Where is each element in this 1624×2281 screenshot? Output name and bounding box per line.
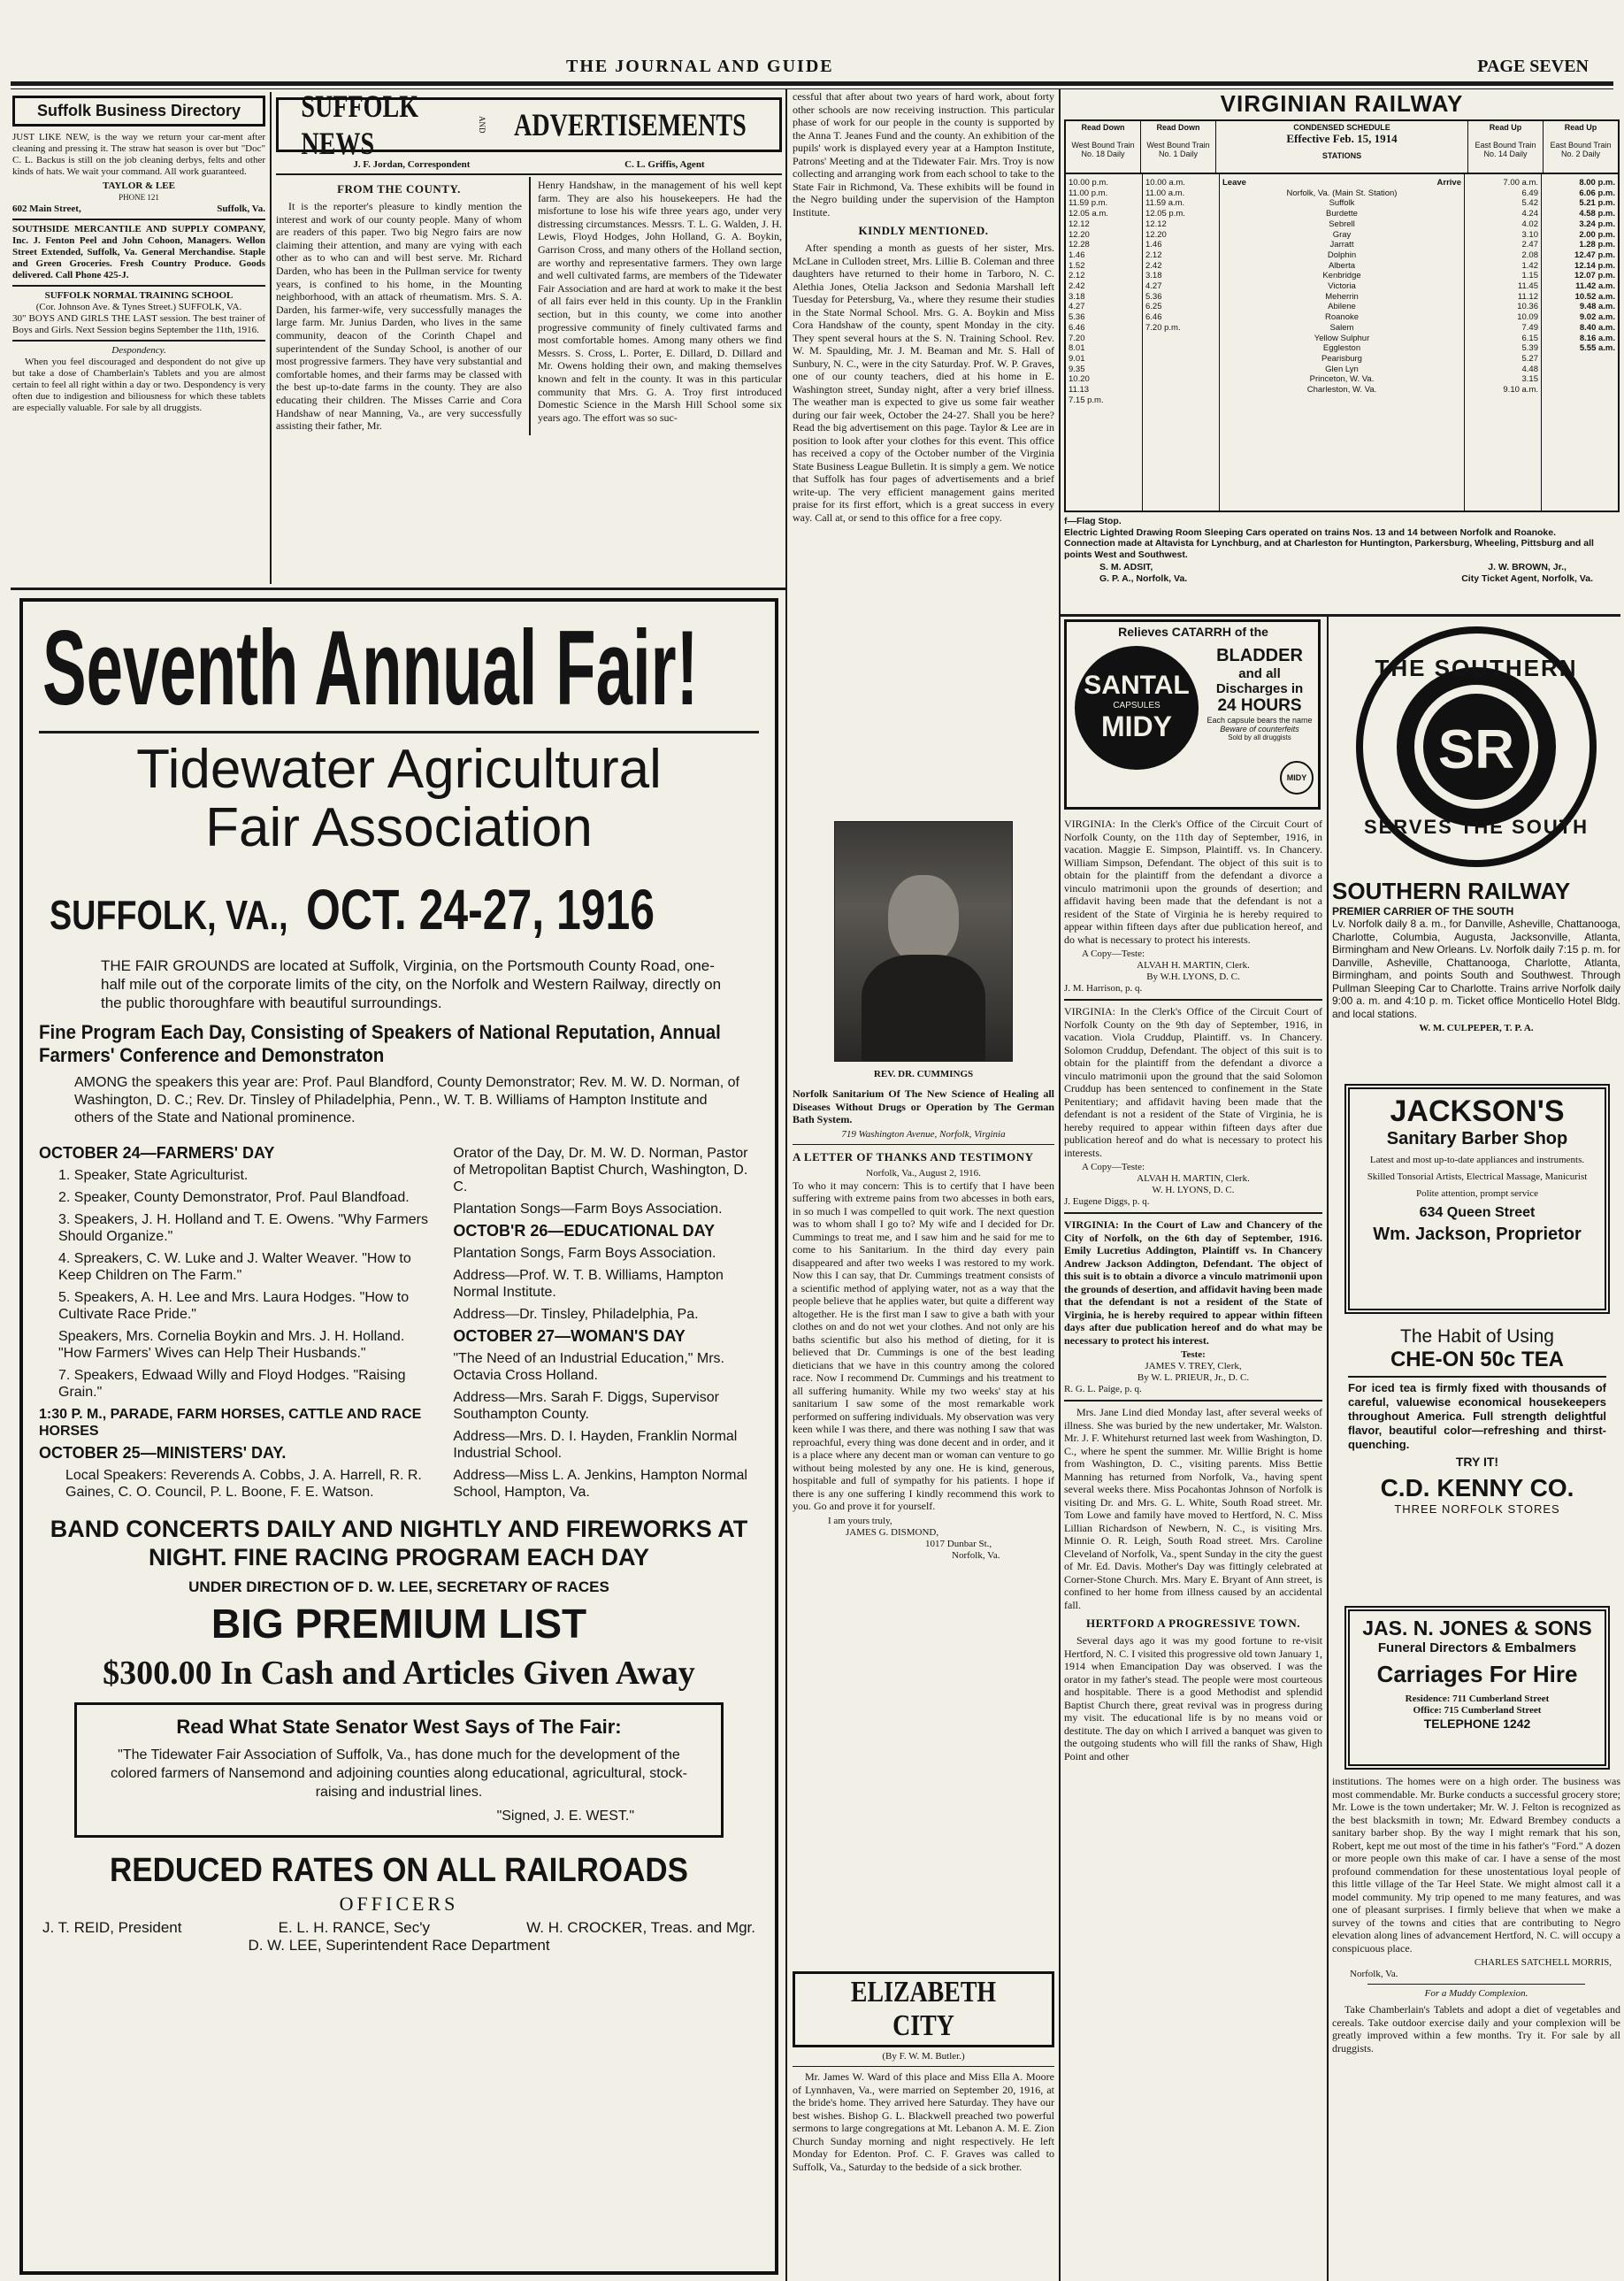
train-time: 7.49: [1521, 322, 1538, 333]
train-time: 10.09: [1517, 312, 1538, 323]
legal-2-copy: A Copy—Teste:: [1082, 1162, 1145, 1172]
suffolk-news: [276, 94, 782, 585]
jackson-line2: Skilled Tonsorial Artists, Electrical Massage, Manicurist: [1367, 1171, 1588, 1182]
address-hayden: Address—Mrs. D. I. Hayden, Franklin Normal Industrial School.: [453, 1429, 738, 1461]
news-banner-right: ADVERTISEMENTS: [514, 107, 747, 142]
train-time: 1.52: [1069, 260, 1085, 271]
fair-speaker-item: 5. Speakers, A. H. Lee and Mrs. Laura Hodges. "How to Cultivate Race Pride.": [58, 1290, 410, 1322]
train-time: 4.27: [1069, 302, 1085, 312]
train-time: 5.36: [1145, 291, 1162, 302]
train-time: 11.00 p.m.: [1069, 188, 1108, 198]
station-name: Glen Lyn: [1325, 364, 1359, 374]
legal-1-pq: J. M. Harrison, p. q.: [1064, 983, 1143, 994]
news-col2: Henry Handshaw, in the management of his well kept farm. They are also his housekeepers. He had the misfortune to lose his wife three years ago, under very distressing circumstances. Messrs. T. L. G. Walden, J. H. Lewis, Floyd Hodges, John Holland, G. A. Boykin, Garrison Cross, and many others of the Holland section, are worthy and representative farmers. They own large and well cultivated farms, are members of the Tidewater Fair Association and are hard at work to make it the best of all fairs ever held in this county. Up in the Franklin section, but in this county, we come into another progressive community of finely cultivated farms and most comfortable homes. Among many others we find Messrs. S. Cross, L. Porter, E. Dillard, D. Dillard and Mr. Owens holding their own, and making themselves known and felt in the county. It was in this particular community that Mrs. G. A. Troy first introduced Domestic Science in the Marsh Hill School some six years ago. The effort was so suc-: [537, 179, 782, 424]
train-time: 2.47: [1521, 240, 1538, 250]
legal-3-clerk: JAMES V. TREY, Clerk,: [1145, 1361, 1242, 1371]
fair-speakers: AMONG the speakers this year are: Prof. Paul Blandford, County Demonstrator; Rev. M. W. D. Norman, of Washington, D. C.; Rev. Dr. Tinsley of Philadelphia, Penn., W. T. B. Williams of Hampton Institute and others of the State and National prominence.: [74, 1075, 739, 1125]
need-education: "The Need of an Industrial Education," Mrs. Octavia Cross Holland.: [453, 1351, 724, 1383]
fair-headline: Seventh Annual Fair!: [42, 609, 699, 727]
legal-2-dc: W. H. LYONS, D. C.: [1152, 1185, 1235, 1195]
train-time: 12.05 p.m.: [1145, 209, 1185, 219]
race-direction: UNDER DIRECTION OF D. W. LEE, SECRETARY OF RACES: [188, 1578, 609, 1595]
jackson-title: JACKSON'S: [1390, 1094, 1565, 1128]
train-time: 11.59 p.m.: [1069, 198, 1108, 209]
station-name: Dolphin: [1327, 250, 1357, 260]
column-rule: [1327, 615, 1329, 2281]
despondency-title: Despondency.: [111, 345, 166, 356]
taylor-lee-name: TAYLOR & LEE: [103, 180, 175, 191]
legal-3-teste: Teste:: [1181, 1349, 1206, 1360]
plantation-songs-2: Plantation Songs, Farm Boys Association.: [453, 1246, 716, 1261]
station-name: Gray: [1332, 229, 1352, 240]
reduced-rates: REDUCED RATES ON ALL RAILROADS: [110, 1852, 688, 1889]
southern-title: SOUTHERN RAILWAY: [1332, 878, 1571, 904]
condensed-schedule: CONDENSED SCHEDULE: [1293, 123, 1390, 132]
times-col-2: [1143, 174, 1220, 511]
personals: Mrs. Jane Lind died Monday last, after several weeks of illness. She was buried by the new undertaker, Mr. Walston. Mr. J. F. Whitehurst returned last week from Washington, D. C., where he spent the summer. Mr. Willie Bright is home from Washington, D. C., visiting parents. Miss Bettie Manning has returned from Norfolk, Va., having spent several weeks there. Miss Pocahontas Johnson of Norfolk is visiting Dr. and Mrs. G. L. White, South Road street. Mr. Tom Lowe and family have moved to Hertford, N. C. Miss Lillian Richardson of Newbern, N. C., is visiting Mrs. Minnie O. R. Leigh, South Road street. Mrs. Caroline Cleveland of Norfolk, Va., spent Sunday in the city the guest of Mr. Ed. Davis. Mother's Day was fittingly celebrated at Corner-Stone Church. Mrs. Mary E. Bryant of Ann street, is confined to her home from illness caused by an accidental fall.: [1064, 1406, 1322, 1611]
arrive-label: Arrive: [1436, 178, 1461, 188]
train-time: 2.00 p.m.: [1579, 229, 1615, 240]
train-time: 11.45: [1517, 281, 1538, 292]
fair-speaker-item: 7. Speakers, Edwaad Willy and Floyd Hodges. "Raising Grain.": [58, 1368, 406, 1400]
fair-speaker-item: 1. Speaker, State Agriculturist.: [58, 1168, 249, 1183]
station-name: Eggleston: [1322, 343, 1361, 354]
masthead: [0, 0, 1624, 80]
oct25-heading: OCTOBER 25—MINISTERS' DAY.: [39, 1444, 287, 1462]
train-time: 9.35: [1069, 364, 1085, 374]
jackson-owner: Wm. Jackson, Proprietor: [1373, 1225, 1582, 1244]
senator-title: Read What State Senator West Says of The Fair:: [176, 1716, 622, 1738]
taylor-lee-address: [12, 204, 265, 215]
masthead-title: THE JOURNAL AND GUIDE: [566, 57, 834, 76]
section-rule: [11, 588, 785, 590]
railway-note-2: Connection made at Altavista for Lynchburg, and at Charleston for Huntington, Parkersburg, Wheeling, Pittsburg and all points West and Southwest.: [1064, 538, 1594, 560]
cummings-signer: JAMES G. DISMOND,: [846, 1526, 939, 1538]
address-williams: Address—Prof. W. T. B. Williams, Hampton Normal Institute.: [453, 1268, 724, 1300]
directory-title: Suffolk Business Directory: [36, 102, 241, 119]
train-time: 1.46: [1145, 240, 1162, 250]
station-name: Abilene: [1328, 302, 1356, 312]
times-col-4: [1542, 174, 1618, 511]
cummings-letter-title: A LETTER OF THANKS AND TESTIMONY: [793, 1149, 1034, 1164]
train-time: 8.16 a.m.: [1579, 333, 1615, 343]
train-time: 6.15: [1521, 333, 1538, 343]
train-time: 5.27: [1521, 353, 1538, 364]
train-time: 12.12: [1069, 219, 1090, 229]
fair-program: Fine Program Each Day, Consisting of Speakers of National Reputation, Annual Farmers' Conference and Demonstraton: [39, 1021, 721, 1066]
col-header-1: West Bound Train No. 18 Daily: [1071, 141, 1135, 158]
cummings-portrait: [834, 821, 1013, 1062]
santal-and-all: and all: [1238, 666, 1281, 681]
station-name: Suffolk: [1329, 198, 1355, 209]
train-time: 8.40 a.m.: [1579, 322, 1615, 333]
train-time: 4.27: [1145, 281, 1162, 292]
station-name: Pearisburg: [1321, 353, 1362, 364]
train-time: 12.28: [1069, 240, 1090, 250]
page-number: PAGE SEVEN: [1477, 57, 1589, 76]
santal-note: Each capsule bears the name: [1207, 716, 1313, 725]
band-concerts: BAND CONCERTS DAILY AND NIGHTLY AND FIREWORKS AT NIGHT. FINE RACING PROGRAM EACH DAY: [50, 1516, 748, 1571]
despondency-text: When you feel discouraged and despondent do not give up but take a dose of Chamberlain's Tablets and you are almost certain to feel all right within a day or two. Despondency is very often due to indigestion and biliousness for which these tablets are especially valuable. For sale by all druggists.: [12, 357, 265, 413]
adsit-title: G. P. A., Norfolk, Va.: [1099, 572, 1188, 584]
kenny-try: TRY IT!: [1455, 1455, 1499, 1469]
adsit-name: S. M. ADSIT,: [1099, 562, 1153, 572]
hertford-continued: [1332, 1775, 1620, 2277]
station-name: Princeton, W. Va.: [1309, 374, 1375, 385]
santal-relieves: Relieves CATARRH of the: [1118, 625, 1268, 639]
legal-1-dc: By W.H. LYONS, D. C.: [1146, 972, 1240, 982]
news-banner-left: SUFFOLK NEWS: [301, 94, 419, 161]
hertford-continued-body: institutions. The homes were on a high order. The business was most commendable. Mr. Burke conducts a successful grocery store; Mr. Lowe is the town undertaker; Mr. W. J. Felton is recognized as the best blacksmith in town; Mr. Edward Brembey conducts a sanitary barber shop. By the way I might remark that his son, Robert, kept me out most of the time in his father's "Ford." A dozen or more people own this make of car. I have a sense of the most profound commendation for these unostentatious loyal people of this little village of the Tar Heel State. We might almost call it a model community. My trip opened to me many features, and was one of pleasant surprises. I firmly believe that when we make a survey of the towns and cities that are contributing to Negro elevation along lines of advancement Hertford, N. C. will occupy a conspicuous place.: [1332, 1775, 1620, 1955]
cummings-sanitarium: Norfolk Sanitarium Of The New Science of Healing all Diseases Without Drugs or Operation by The German Bath System.: [793, 1087, 1054, 1125]
train-time: 2.42: [1145, 260, 1162, 271]
station-name: Yellow Sulphur: [1314, 333, 1370, 343]
address-diggs: Address—Mrs. Sarah F. Diggs, Supervisor Southampton County.: [453, 1390, 719, 1422]
station-name: Charleston, W. Va.: [1306, 385, 1377, 396]
train-time: 5.36: [1069, 312, 1085, 323]
section-rule: [1060, 614, 1620, 617]
train-time: 9.02 a.m.: [1579, 312, 1615, 323]
train-time: 3.10: [1521, 229, 1538, 240]
santal-beware: Beware of counterfeits: [1220, 725, 1299, 733]
kenny-title-1: The Habit of Using: [1400, 1326, 1554, 1347]
train-time: 3.24 p.m.: [1579, 219, 1615, 229]
station-name: Alberta: [1328, 260, 1356, 271]
legal-3-pq: R. G. L. Paige, p. q.: [1064, 1384, 1142, 1394]
santal-sold: Sold by all druggists: [1228, 733, 1291, 741]
train-time: 12.05 a.m.: [1069, 209, 1108, 219]
capsules-word: CAPSULES: [1113, 701, 1161, 710]
station-name: Sebrell: [1329, 219, 1355, 229]
train-time: 6.25: [1145, 302, 1162, 312]
taylor-lee-ad: JUST LIKE NEW, is the way we return your car-ment after cleaning and pressing it. The straw hat season is over but "Doc" C. L. Backus is still on the job cleaning derbys, felts and other kinds of hats. We wait your command. All work guaranteed.: [12, 132, 265, 177]
train-time: 10.00 p.m.: [1069, 178, 1108, 188]
train-time: 6.46: [1069, 322, 1085, 333]
col-header-3: East Bound Train No. 14 Daily: [1475, 141, 1536, 158]
business-directory: [12, 94, 265, 585]
fair-speaker-item: 2. Speaker, County Demonstrator, Prof. Paul Blandfoad.: [58, 1190, 410, 1205]
train-time: 7.20 p.m.: [1145, 322, 1181, 333]
southern-subtitle: PREMIER CARRIER OF THE SOUTH: [1332, 905, 1514, 918]
kenny-stores: THREE NORFOLK STORES: [1394, 1502, 1560, 1516]
taylor-lee-phone: PHONE 121: [119, 193, 159, 202]
train-time: 11.00 a.m.: [1145, 188, 1185, 198]
oct26-heading: OCTOB'R 26—EDUCATIONAL DAY: [453, 1222, 716, 1240]
train-time: 6.49: [1521, 188, 1538, 198]
train-time: 5.55 a.m.: [1579, 343, 1615, 354]
legal-1-clerk: ALVAH H. MARTIN, Clerk.: [1137, 960, 1250, 971]
school-text: 30" BOYS AND GIRLS THE LAST session. The best trainer of Boys and Girls. Next Session begins September the 11th, 1916.: [12, 313, 265, 335]
read-down-1: Read Down: [1081, 123, 1125, 132]
senator-quote: "The Tidewater Fair Association of Suffolk, Va., has done much for the development of the colored farmers of Nansemond and adjoining counties along educational, agricultural, stock-raising and industrial lines.: [111, 1747, 687, 1800]
train-time: 3.18: [1069, 291, 1085, 302]
train-time: 12.07 p.m.: [1574, 271, 1615, 281]
jones-carriages: Carriages For Hire: [1376, 1661, 1578, 1687]
orator: Orator of the Day, Dr. M. W. D. Norman, Pastor of Metropolitan Baptist Church, Washington, D. C.: [453, 1146, 748, 1194]
southern-agent: W. M. CULPEPER, T. P. A.: [1419, 1023, 1534, 1033]
jackson-line3: Polite attention, prompt service: [1415, 1188, 1539, 1199]
southern-logo-bottom: SERVES THE SOUTH: [1363, 816, 1590, 838]
hertford-sign: CHARLES SATCHELL MORRIS,: [1474, 1957, 1612, 1968]
station-name: Roanoke: [1324, 312, 1360, 323]
elizabeth-title: ELIZABETH CITY: [850, 1976, 997, 2042]
train-time: 2.12: [1145, 250, 1162, 260]
news-col3a: cessful that after about two years of hard work, about forty other schools are now receiving instruction. This particular phase of work for our people in the county is supported by the Anna T. Jeanes Fund and the county. An exhibition of the pupils' work is displayed every year at a Hampton Institute, Patrons' Meeting and at the Tidewater Fair. Mrs. Troy is now collecting and arranging work from each school to take to the State Fair in Richmond, Va. These exhibits will be found in the Negro building under the supervision of the Hampton Institute.: [793, 90, 1054, 219]
train-time: 3.18: [1145, 271, 1162, 281]
stations-list: [1222, 188, 1461, 396]
cummings-letter-body: To who it may concern: This is to certify that I have been suffering with extreme pains from two abcesses in both ears, in so much I was compelled to quit work. The next question was to whom shall I go to? My wife and I decided for Dr. Cummings to treat me, and I saw him and he said for me to come to his Sanitarium. In the third day every pain disappeared and after two weeks I was restored to my work. Now this I can say, that Dr. Cummings treatment consists of a scientific method of applying water, not as a way that the people believe that he applies water, but quite a different way altogether. He is the first man I saw to give a bath with your clothes on and do not wet your clothes. And not only are his baths scientific but also his method of dieting, for it is believed that Dr. Cummings is one of the best leading dieticians that we have in this country among the colored race. Now I recommend Dr. Cummings and his treatment to all suffering humanity. While my two weeks' stay at his sanitarium I saw some of the most remarkable work performed on suffering individuals. My observation was very keen while I was there, and there was nothing I saw that was reproachful, every thing was done decent and in order, and it is a place where any decent man or woman can venture to go without being molested by any one. He is kind, generous, hospitable and full of sympathy for his patients. I hope if there is any one suffering I kindly recommend this work to you. Go and prove it for yourself.: [793, 1179, 1054, 1512]
elizabeth-body: Mr. James W. Ward of this place and Miss Ella A. Moore of Lynnhaven, Va., were married on September 20, 1916, at the bride's home. They arrived here Saturday. They have our best wishes. Bishop G. L. Blackwell preached two powerful sermons to large congregations at Mt. Lebanon A. M. E. Zion Church Sunday morning and night respectively. He left Monday for Edenton. Prof. C. F. Graves was called to Suffolk, Va., Saturday to the bedside of a sick brother.: [793, 2070, 1054, 2173]
officer-crocker: W. H. CROCKER, Treas. and Mgr.: [526, 1919, 755, 1936]
southern-logo-top: THE SOUTHERN: [1375, 655, 1578, 681]
santal-midy-ad: [1064, 619, 1322, 814]
santal-discharges: Discharges in: [1215, 681, 1304, 696]
officer-rance: E. L. H. RANCE, Sec'y: [278, 1919, 431, 1936]
fair-advertisement: [19, 598, 778, 2275]
train-time: 10.00 a.m.: [1145, 178, 1185, 188]
railway-note-1: Electric Lighted Drawing Room Sleeping Cars operated on trains Nos. 13 and 14 between Norfolk and Roanoke.: [1064, 526, 1557, 538]
fair-dates: OCT. 24-27, 1916: [306, 878, 655, 941]
train-time: 12.14 p.m.: [1574, 260, 1615, 271]
train-time: 12.20: [1145, 229, 1167, 240]
news-banner-and: AND: [478, 116, 487, 134]
hertford-article: Several days ago it was my good fortune to re-visit Hertford, N. C. I visited this progressive old town January 1, 1914 when Emancipation Day was observed. I was the orator in my father's stead. The people were most courteous and hospitable. There is a good Methodist and splendid Baptist Church there, great revival was in progress during my visit. The educational life is by no means void or destitute. The day on which I arrived a banquet was given to the outgoing students who will fill the ranks of Shaw, High Point and other: [1064, 1634, 1322, 1763]
cummings-city: Norfolk, Va.: [952, 1549, 1000, 1561]
effective-date: Effective Feb. 15, 1914: [1286, 132, 1398, 145]
news-correspondent: J. F. Jordan, Correspondent: [353, 159, 471, 170]
fair-assoc-2: Fair Association: [205, 797, 593, 858]
train-time: 8.01: [1069, 343, 1085, 354]
virginian-railway: [1064, 88, 1620, 611]
train-time: 2.08: [1521, 250, 1538, 260]
news-col3b: After spending a month as guests of her sister, Mrs. McLane in Culloden street, Mrs. Lillie B. Coleman and three daughters have returned to their home in Tarboro, N. C. Alethia Jones, Otelia Jackson and Sedonia Marshall left Tuesday for Petersburg, Va., where they resume their studies in the State Normal School. Mrs. G. A. Boykin and Miss Cora Handshaw of the county, spent Monday in the city. They spent several hours at the S. N. Training School. Rev. W. M. Spaulding, Mr. J. M. Beaman and Mr. S. Hall of Sunbury, N. C., were in the city Saturday. Prof. W. P. Graves, one of our county teachers, died at his home in E. Washington street, Sunday night, after a very brief illness. The weather man is expected to give us some fair weather during our fair week, October the 24-27. Shall you be here? Read the big advertisement on this page. Taylor & Lee are in position to look after your clothes for this event. This office has received a copy of the October number of the Virginia State Business League Bulletin. It is simply a gem. We notice that Suffolk has four pages of advertisements and a brief write-up. The very efficient management gains merited praise for its first effort, which is a great success in every way. Call at, or send to this office for a free copy.: [793, 242, 1054, 524]
muddy-body: Take Chamberlain's Tablets and adopt a diet of vegetables and cereals. Take outdoor exercise daily and your complexion will be greatly improved within a few months. Try it. For sale by all druggists.: [1332, 2003, 1620, 2054]
cummings-address: 719 Washington Avenue, Norfolk, Virginia: [841, 1128, 1006, 1140]
station-name: Burdette: [1326, 209, 1358, 219]
parade: 1:30 P. M., PARADE, FARM HORSES, CATTLE AND RACE HORSES: [39, 1407, 422, 1439]
read-up-1: Read Up: [1489, 123, 1522, 132]
train-time: 5.39: [1521, 343, 1538, 354]
station-name: Meherrin: [1325, 291, 1359, 302]
kenny-tea-ad: [1344, 1323, 1610, 1597]
cummings-yours: I am yours truly,: [828, 1515, 892, 1526]
brown-name: J. W. BROWN, Jr.,: [1488, 562, 1567, 572]
legal-notices: [1064, 818, 1322, 2003]
jones-sub: Funeral Directors & Embalmers: [1377, 1640, 1577, 1655]
address-jenkins: Address—Miss L. A. Jenkins, Hampton Normal School, Hampton, Va.: [453, 1468, 747, 1500]
premium-list: BIG PREMIUM LIST: [211, 1601, 587, 1647]
jackson-address: 634 Queen Street: [1419, 1205, 1536, 1220]
train-time: 2.12: [1069, 271, 1085, 281]
elizabeth-byline: (By F. W. M. Butler.): [882, 2051, 965, 2062]
santal-bladder: BLADDER: [1216, 646, 1303, 665]
jones-funeral-ad: [1344, 1606, 1610, 1770]
legal-2-pq: J. Eugene Diggs, p. q.: [1064, 1196, 1150, 1207]
plantation-songs-1: Plantation Songs—Farm Boys Association.: [453, 1202, 723, 1217]
column-rule: [785, 88, 787, 2281]
masthead-rule: [11, 81, 1613, 86]
news-col1: It is the reporter's pleasure to kindly mention the interest and work of our county people. Many of whom are readers of this paper. Two big Negro fairs are now claiming their attention, and many are vying with each other as to who can and will best serve. Mr. Richard Darden, who has been in the Pullman service for twenty years, is confined to his home, in the Mounting neighborhood, with an attack of rheumatism. Mrs. S. A. Darden, his farmer-wife, very successfully manages the large farm. Mr. Junius Darden, who lives in the same community, deacon of the Corinth Chapel and superintendent of the Sunday School, is another of our most progressive farmers. They have very substantial and comfortable homes, and their farms may be classed with the best up-to-date farms in the county. They are also educating their children. The Misses Carrie and Cora Handshaw of near Manning, Va., are very successfully assisting their father, Mr.: [276, 200, 522, 433]
cummings-letter-date: Norfolk, Va., August 2, 1916.: [866, 1167, 981, 1179]
muddy-title: For a Muddy Complexion.: [1424, 1988, 1528, 1999]
fair-speaker-item: Speakers, Mrs. Cornelia Boykin and Mrs. J. H. Holland. "How Farmers' Wives can Help Their Husbands.": [58, 1329, 405, 1361]
train-time: 10.20: [1069, 374, 1090, 385]
hertford-sign-city: Norfolk, Va.: [1350, 1969, 1398, 1979]
train-time: 4.02: [1521, 219, 1538, 229]
fair-assoc-1: Tidewater Agricultural: [136, 739, 662, 800]
train-time: 4.24: [1521, 209, 1538, 219]
train-time: 1.28 p.m.: [1579, 240, 1615, 250]
flag-stop-note: f—Flag Stop.: [1064, 516, 1122, 526]
cummings-caption: REV. DR. CUMMINGS: [873, 1069, 974, 1079]
fair-speaker-item: 3. Speakers, J. H. Holland and T. E. Owens. "Why Farmers Should Organize.": [58, 1212, 428, 1244]
southern-body: Lv. Norfolk daily 8 a. m., for Danville, Asheville, Chattanooga, Charlotte, Columbia, Augusta, Jacksonville, Atlanta, Birmingham and New Orleans. Lv. Norfolk daily 7:15 p. m. for Danville, Asheville, Chattanooga, Charlotte, Atlanta, Birmingham, and points South and Southwest. Through Pullman Sleeping Car to Charlotte. Trains arrive Norfolk daily 9:00 a. m. and 4:10 p. m. Ticket office Monticello Hotel Bldg. and local stations.: [1332, 918, 1620, 1020]
station-name: Victoria: [1328, 281, 1356, 292]
virginian-title: VIRGINIAN RAILWAY: [1220, 90, 1464, 117]
jackson-subtitle: Sanitary Barber Shop: [1386, 1129, 1568, 1148]
railway-timetable: [1064, 174, 1620, 512]
midy-small-seal: MIDY: [1280, 761, 1314, 795]
cummings-street: 1017 Dunbar St.,: [925, 1538, 992, 1549]
col-header-4: East Bound Train No. 2 Daily: [1550, 141, 1612, 158]
train-time: 5.42: [1521, 198, 1538, 209]
train-time: 12.20: [1069, 229, 1090, 240]
column-rule: [1059, 88, 1061, 2281]
santal-capsule-logo: [1075, 646, 1199, 770]
oct24-heading: OCTOBER 24—FARMERS' DAY: [39, 1144, 275, 1162]
train-time: 8.00 p.m.: [1579, 178, 1615, 188]
cummings-ad: [793, 821, 1054, 1936]
column-rule: [270, 92, 272, 584]
southern-logo-letters: SR: [1437, 719, 1515, 780]
stations-label: STATIONS: [1321, 151, 1362, 160]
taylor-city: Suffolk, Va.: [217, 204, 265, 214]
train-time: 6.06 p.m.: [1579, 188, 1615, 198]
jacksons-barber-ad: [1344, 1084, 1610, 1314]
fair-place: SUFFOLK, VA.,: [50, 892, 288, 938]
train-time: 1.15: [1521, 271, 1538, 281]
senator-signed: "Signed, J. E. WEST.": [496, 1809, 634, 1824]
jones-office: Office: 715 Cumberland Street: [1413, 1705, 1542, 1716]
train-time: 12.12: [1145, 219, 1167, 229]
leave-label: Leave: [1222, 178, 1246, 188]
station-name: Jarratt: [1329, 240, 1354, 250]
school-title: SUFFOLK NORMAL TRAINING SCHOOL: [44, 290, 234, 301]
cash-prizes: $300.00 In Cash and Articles Given Away: [103, 1655, 695, 1692]
train-time: 10.52 a.m.: [1574, 291, 1615, 302]
oct24-list: [39, 1167, 432, 1401]
train-time: 9.48 a.m.: [1579, 302, 1615, 312]
brown-title: City Ticket Agent, Norfolk, Va.: [1461, 572, 1593, 584]
jackson-line1: Latest and most up-to-date appliances and instruments.: [1369, 1155, 1585, 1165]
train-time: 11.12: [1517, 291, 1538, 302]
train-time: 3.15: [1521, 374, 1538, 385]
col-header-2: West Bound Train No. 1 Daily: [1146, 141, 1210, 158]
kenny-name: C.D. KENNY CO.: [1380, 1474, 1574, 1501]
train-time: 9.01: [1069, 353, 1085, 364]
oct25-text: Local Speakers: Reverends A. Cobbs, J. A. Harrell, R. R. Gaines, C. O. Council, P. L. Boone, F. E. Watson.: [65, 1468, 422, 1500]
officers-heading: OFFICERS: [339, 1893, 459, 1915]
station-name: Salem: [1329, 322, 1354, 333]
train-time: 4.48: [1521, 364, 1538, 374]
station-name: Norfolk, Va. (Main St. Station): [1286, 188, 1398, 198]
fair-speaker-item: 4. Spreakers, C. W. Luke and J. Walter Weaver. "How to Keep Children on The Farm.": [58, 1251, 411, 1283]
train-time: 2.42: [1069, 281, 1085, 292]
officer-lee: D. W. LEE, Superintendent Race Department: [248, 1937, 550, 1954]
legal-3-dc: By W. L. PRIEUR, Jr., D. C.: [1137, 1372, 1250, 1383]
times-col-1: [1066, 174, 1143, 511]
train-time: 6.46: [1145, 312, 1162, 323]
read-down-2: Read Down: [1156, 123, 1200, 132]
midy-word: MIDY: [1101, 710, 1172, 742]
train-time: 11.13: [1069, 385, 1090, 396]
southern-railway: [1332, 619, 1620, 1097]
school-address: (Cor. Johnson Ave. & Tynes Street.) SUFFOLK, VA.: [35, 302, 242, 312]
train-time: 7.00 a.m.: [1503, 178, 1538, 188]
jones-title: JAS. N. JONES & SONS: [1362, 1617, 1592, 1640]
train-time: 10.36: [1517, 302, 1538, 312]
train-time: 9.10 a.m.: [1503, 385, 1538, 396]
train-time: 11.59 a.m.: [1145, 198, 1185, 209]
train-time: 7.15 p.m.: [1069, 395, 1104, 405]
legal-notice-3: VIRGINIA: In the Court of Law and Chancery of the City of Norfolk, on the 6th day of September, 1916. Emily Lucretius Addington, Plaintiff vs. In Chancery Andrew Jackson Addington, Defendant. The object of this suit is to obtain a divorce a vinculo matrimonii upon the grounds of desertion, and affidavit having been made that the defendant is not a resident of the State of Virginia, he is hereby required to appear within fifteen days after due publication hereof and do what may be necessary to protect his interest.: [1064, 1218, 1322, 1347]
times-col-3: [1465, 174, 1542, 511]
kindly-mentioned-heading: KINDLY MENTIONED.: [858, 224, 989, 237]
from-county-heading: FROM THE COUNTY.: [337, 182, 461, 196]
senator-box: [74, 1702, 724, 1838]
train-time: 7.20: [1069, 333, 1085, 343]
kenny-body: For iced tea is firmly fixed with thousands of careful, valuewise economical housekeepers throughout America. Full strength delightful flavor, beautiful color—refreshing and thirst-quenching.: [1348, 1381, 1606, 1451]
jones-residence: Residence: 711 Cumberland Street: [1405, 1693, 1550, 1704]
kenny-title-2: CHE-ON 50c TEA: [1390, 1348, 1565, 1371]
oct27-heading: OCTOBER 27—WOMAN'S DAY: [453, 1327, 686, 1345]
southside-ad: SOUTHSIDE MERCANTILE AND SUPPLY COMPANY, Inc. J. Fenton Peel and John Cohoon, Managers. Wellon Street Extended, Suffolk, Va. General Merchandise. Staple and Green Groceries. Fresh Country Produce. Goods delivered. Call Phone 425-J.: [12, 224, 265, 280]
train-time: 5.21 p.m.: [1579, 198, 1615, 209]
elizabeth-city: [793, 1971, 1054, 2277]
station-name: Kenbridge: [1322, 271, 1361, 281]
taylor-street: 602 Main Street,: [12, 204, 81, 214]
news-continued: [793, 90, 1054, 816]
train-time: 1.42: [1521, 260, 1538, 271]
news-agent: C. L. Griffis, Agent: [624, 159, 705, 170]
read-up-2: Read Up: [1564, 123, 1597, 132]
hertford-heading: HERTFORD A PROGRESSIVE TOWN.: [1085, 1617, 1301, 1630]
legal-2-clerk: ALVAH H. MARTIN, Clerk.: [1137, 1173, 1250, 1184]
legal-notice-1: VIRGINIA: In the Clerk's Office of the Circuit Court of Norfolk County, on the 11th day of September, 1916, in vacation. Maggie E. Simpson, Plaintiff. vs. In Chancery. William Simpson, Defendant. The object of this suit is to obtain for the plaintiff from the defendant a divorce a vinculo matrimonii upon the grounds of desertion; and affidavit having been made that the defendant is not a resident of the State of Virginia he is hereby required to appear within fifteen days after due publication hereof, and do what is necessary to protect his interests.: [1064, 818, 1322, 946]
train-time: 4.58 p.m.: [1579, 209, 1615, 219]
jones-phone: TELEPHONE 1242: [1423, 1717, 1531, 1731]
train-time: 1.46: [1069, 250, 1085, 260]
santal-word: SANTAL: [1084, 671, 1190, 700]
legal-1-copy: A Copy—Teste:: [1082, 948, 1145, 959]
train-time: 12.47 p.m.: [1574, 250, 1615, 260]
fair-grounds: THE FAIR GROUNDS are located at Suffolk, Virginia, on the Portsmouth County Road, one-half mile out of the corporate limits of the city, on the Norfolk and Western Railway, directly on the public thoroughfare with beautiful surroundings.: [101, 957, 722, 1011]
legal-notice-2: VIRGINIA: In the Clerk's Office of the Circuit Court of Norfolk County on the 9th day of September, 1916, in vacation. Viola Cruddup, Plaintiff. vs. In Chancery. Solomon Cruddup, Defendant. The object of this suit is to obtain for the plaintiff from the defendant a divorce a vinculo matrimonii upon the ground that the said Solomon Cruddup has been sentenced to confinement in the State Penitentiary; and affidavit having been made that the defendant is not a resident of the State of Virginia, he is hereby required to appear within fifteen days after due publication hereof and do what is necessary to protect his interests.: [1064, 1005, 1322, 1159]
officer-reid: J. T. REID, President: [42, 1919, 182, 1936]
train-time: 11.42 a.m.: [1575, 281, 1615, 292]
address-tinsley: Address—Dr. Tinsley, Philadelphia, Pa.: [453, 1307, 699, 1322]
santal-24-hours: 24 HOURS: [1217, 696, 1302, 715]
